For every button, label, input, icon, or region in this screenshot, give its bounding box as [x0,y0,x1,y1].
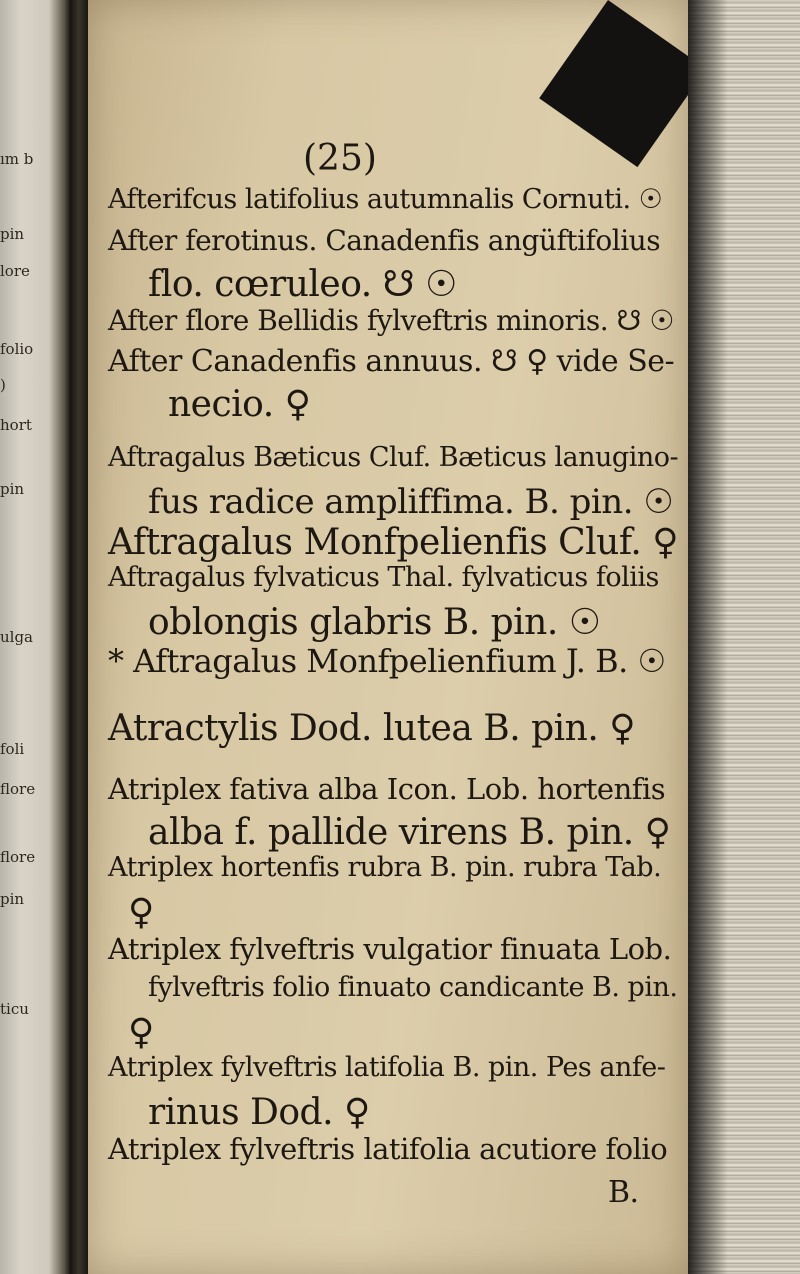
text-line: Aftragalus fylvaticus Thal. fylvaticus foliis [108,562,659,593]
text-line: Atriplex fylveftris latifolia acutiore folio [108,1132,668,1166]
previous-page-gutter [0,0,70,1274]
page-stack-edges [688,0,800,1274]
text-line: necio. ♀ [168,384,311,425]
gutter-fragment: lore [0,262,30,280]
book-spine [70,0,88,1274]
text-line: rinus Dod. ♀ [148,1092,370,1133]
gutter-fragment: pin [0,890,25,908]
text-line: * Aftragalus Monfpelienfium J. B. ☉ [108,642,666,680]
book-page [88,0,688,1274]
gutter-fragment: pin [0,480,25,498]
text-line: fylveftris folio finuato candicante B. pin. [148,972,678,1003]
gutter-fragment: ulga [0,628,34,646]
gutter-fragment: hort [0,416,32,434]
text-line: Atriplex fylveftris vulgatior finuata Lob. [108,932,672,966]
text-line: ♀ [128,1012,154,1053]
text-line: After flore Bellidis fylveftris minoris. ☋ ☉ [108,304,674,337]
text-line: oblongis glabris B. pin. ☉ [148,602,601,643]
text-line: alba f. pallide virens B. pin. ♀ [148,812,671,853]
gutter-fragment: pin [0,225,25,243]
text-line: Atriplex hortenfis rubra B. pin. rubra Tab. [108,852,662,883]
gutter-fragment: foli [0,740,25,758]
text-line: Atriplex fativa alba Icon. Lob. hortenfis [108,772,666,806]
text-line: After Canadenfis annuus. ☋ ♀ vide Se- [108,344,675,379]
text-line: Aftragalus Bæticus Cluf. Bæticus lanugino- [108,442,679,473]
gutter-fragment: ) [0,376,6,394]
text-line: flo. cœruleo. ☋ ☉ [148,264,457,305]
text-line: After ferotinus. Canadenfis angüftifolius [108,224,661,257]
signature-mark: B. [608,1175,639,1210]
text-line: Atriplex fylveftris latifolia B. pin. Pes anfe- [108,1052,666,1083]
text-line: ♀ [128,892,154,933]
text-line: fus radice ampliffima. B. pin. ☉ [148,482,674,522]
text-line: Atractylis Dod. lutea B. pin. ♀ [108,708,636,749]
gutter-fragment: ticu [0,1000,29,1018]
page-number: (25) [303,138,377,179]
text-line: Aftragalus Monfpelienfis Cluf. ♀ [108,522,679,563]
gutter-fragment: folio [0,340,34,358]
text-line: Afterifcus latifolius autumnalis Cornuti. ☉ [108,184,663,215]
gutter-fragment: ım b [0,150,34,168]
page-text [88,0,688,1274]
gutter-fragment: flore [0,848,36,866]
gutter-fragment: flore [0,780,36,798]
